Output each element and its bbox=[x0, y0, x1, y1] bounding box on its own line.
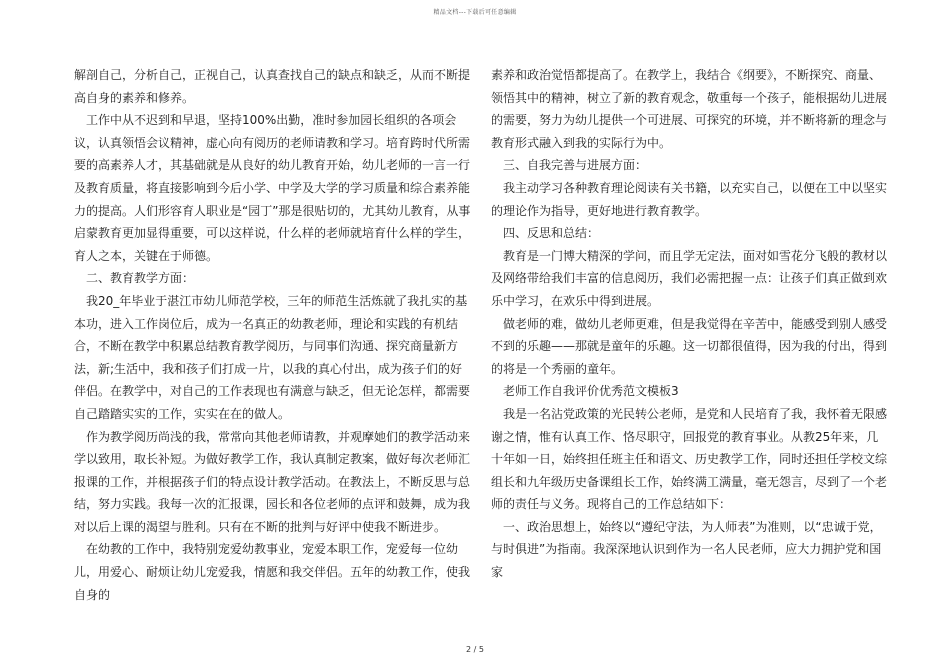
page-number: 2 / 5 bbox=[466, 645, 484, 654]
left-text-column bbox=[74, 64, 474, 606]
paragraph: 在幼教的工作中，我特别宠爱幼教事业，宠爱本职工作，宠爱每一位幼儿，用爱心、耐烦让幼儿宠爱我，情愿和我交伴侣。五年的幼教工作，使我自身的 bbox=[74, 542, 471, 602]
paragraph: 作为教学阅历尚浅的我，常常向其他老师请教，并观摩她们的教学活动来学以致用，取长补短。为做好教学工作，我认真制定教案，做好每次老师汇报课的工作，并根据孩子们的特点设计教学活动。在教法上，不断反思与总结，努力实践。我每一次的汇报课，园长和各位老师的点评和鼓舞，成为我对以后上课的渴望与胜利。只有在不断的批判与好评中使我不断进步。 bbox=[74, 429, 471, 534]
page-header: 精品文档---下载后可任意编辑 bbox=[433, 9, 517, 16]
paragraph: 我20_年毕业于湛江市幼儿师范学校，三年的师范生活炼就了我扎实的基本功，进入工作岗位后，成为一名真正的幼教老师，理论和实践的有机结合，不断在教学中积累总结教育教学阅历，与同事们沟通、探究商量新方法，新;生活中，我和孩子们打成一片，以我的真心付出，成为孩子们的好伴侣。在教学中，对自己的工作表现也有满意与缺乏，但无论怎样，都需要自己踏踏实实的工作，实实在在的做人。 bbox=[74, 293, 471, 421]
paragraph: 解剖自己，分析自己，正视自己，认真查找自己的缺点和缺乏，从而不断提高自身的素养和修养。 bbox=[74, 68, 471, 105]
paragraph: 老师工作自我评价优秀范文模板3 bbox=[503, 384, 679, 399]
right-text-column bbox=[491, 64, 887, 584]
paragraph: 我主动学习各种教育理论阅读有关书籍，以充实自己，以便在工中以坚实的理论作为指导，更好地进行教育教学。 bbox=[491, 180, 888, 218]
paragraph: 素养和政治觉悟都提高了。在教学上，我结合《纲要》，不断探究、商量、领悟其中的精神，树立了新的教育观念，敬重每一个孩子，能根据幼儿进展的需要，努力为幼儿提供一个可进展、可探究的环境，并不断将新的理念与教育形式融入到我的实际行为中。 bbox=[491, 68, 888, 150]
paragraph: 做老师的难，做幼儿老师更难，但是我觉得在辛苦中，能感受到别人感受不到的乐趣——那就是童年的乐趣。这一切都很值得，因为我的付出，得到的将是一个秀丽的童年。 bbox=[491, 316, 888, 376]
paragraph: 二、教育教学方面： bbox=[86, 271, 195, 286]
paragraph: 四、反思和总结： bbox=[503, 226, 600, 241]
paragraph: 一、政治思想上，始终以“遵纪守法，为人师表”为准则，以“忠诚于党，与时俱进”为指南。我深深地认识到作为一名人民老师，应大力拥护党和国家 bbox=[491, 519, 882, 580]
paragraph: 教育是一门博大精深的学问，而且学无定法，面对如雪花分飞般的教材以及网络带给我们丰富的信息阅历，我们必需把握一点：让孩子们真正做到欢乐中学习，在欢乐中得到进展。 bbox=[491, 248, 888, 308]
paragraph: 三、自我完善与进展方面： bbox=[503, 158, 648, 173]
paragraph: 我是一名沾党政策的光民转公老师，是党和人民培育了我，我怀着无限感谢之情，惟有认真工作、恪尽职守，回报党的教育事业。从教25年来，几十年如一日，始终担任班主任和语文、历史教学工作，同时还担任学校文综组长和九年级历史备课组长工作，始终满工满量，毫无怨言，尽到了一个老师的责任与义务。现将自己的工作总结如下： bbox=[491, 406, 888, 512]
paragraph: 工作中从不迟到和早退，坚持100%出勤，准时参加园长组织的各项会议，认真领悟会议精神，虚心向有阅历的老师请教和学习。培育跨时代所需要的高素养人才，其基础就是从良好的幼儿教育开始，幼儿老师的一言一行及教育质量，将直接影响到今后小学、中学及大学的学习质量和综合素养能力的提高。人们形容育人职业是“园丁”那是很贴切的，尤其幼儿教育，从事启蒙教育更加显得重要，可以这样说，什么样的老师就培育什么样的学生，育人之本，关键在于师德。 bbox=[74, 113, 471, 263]
